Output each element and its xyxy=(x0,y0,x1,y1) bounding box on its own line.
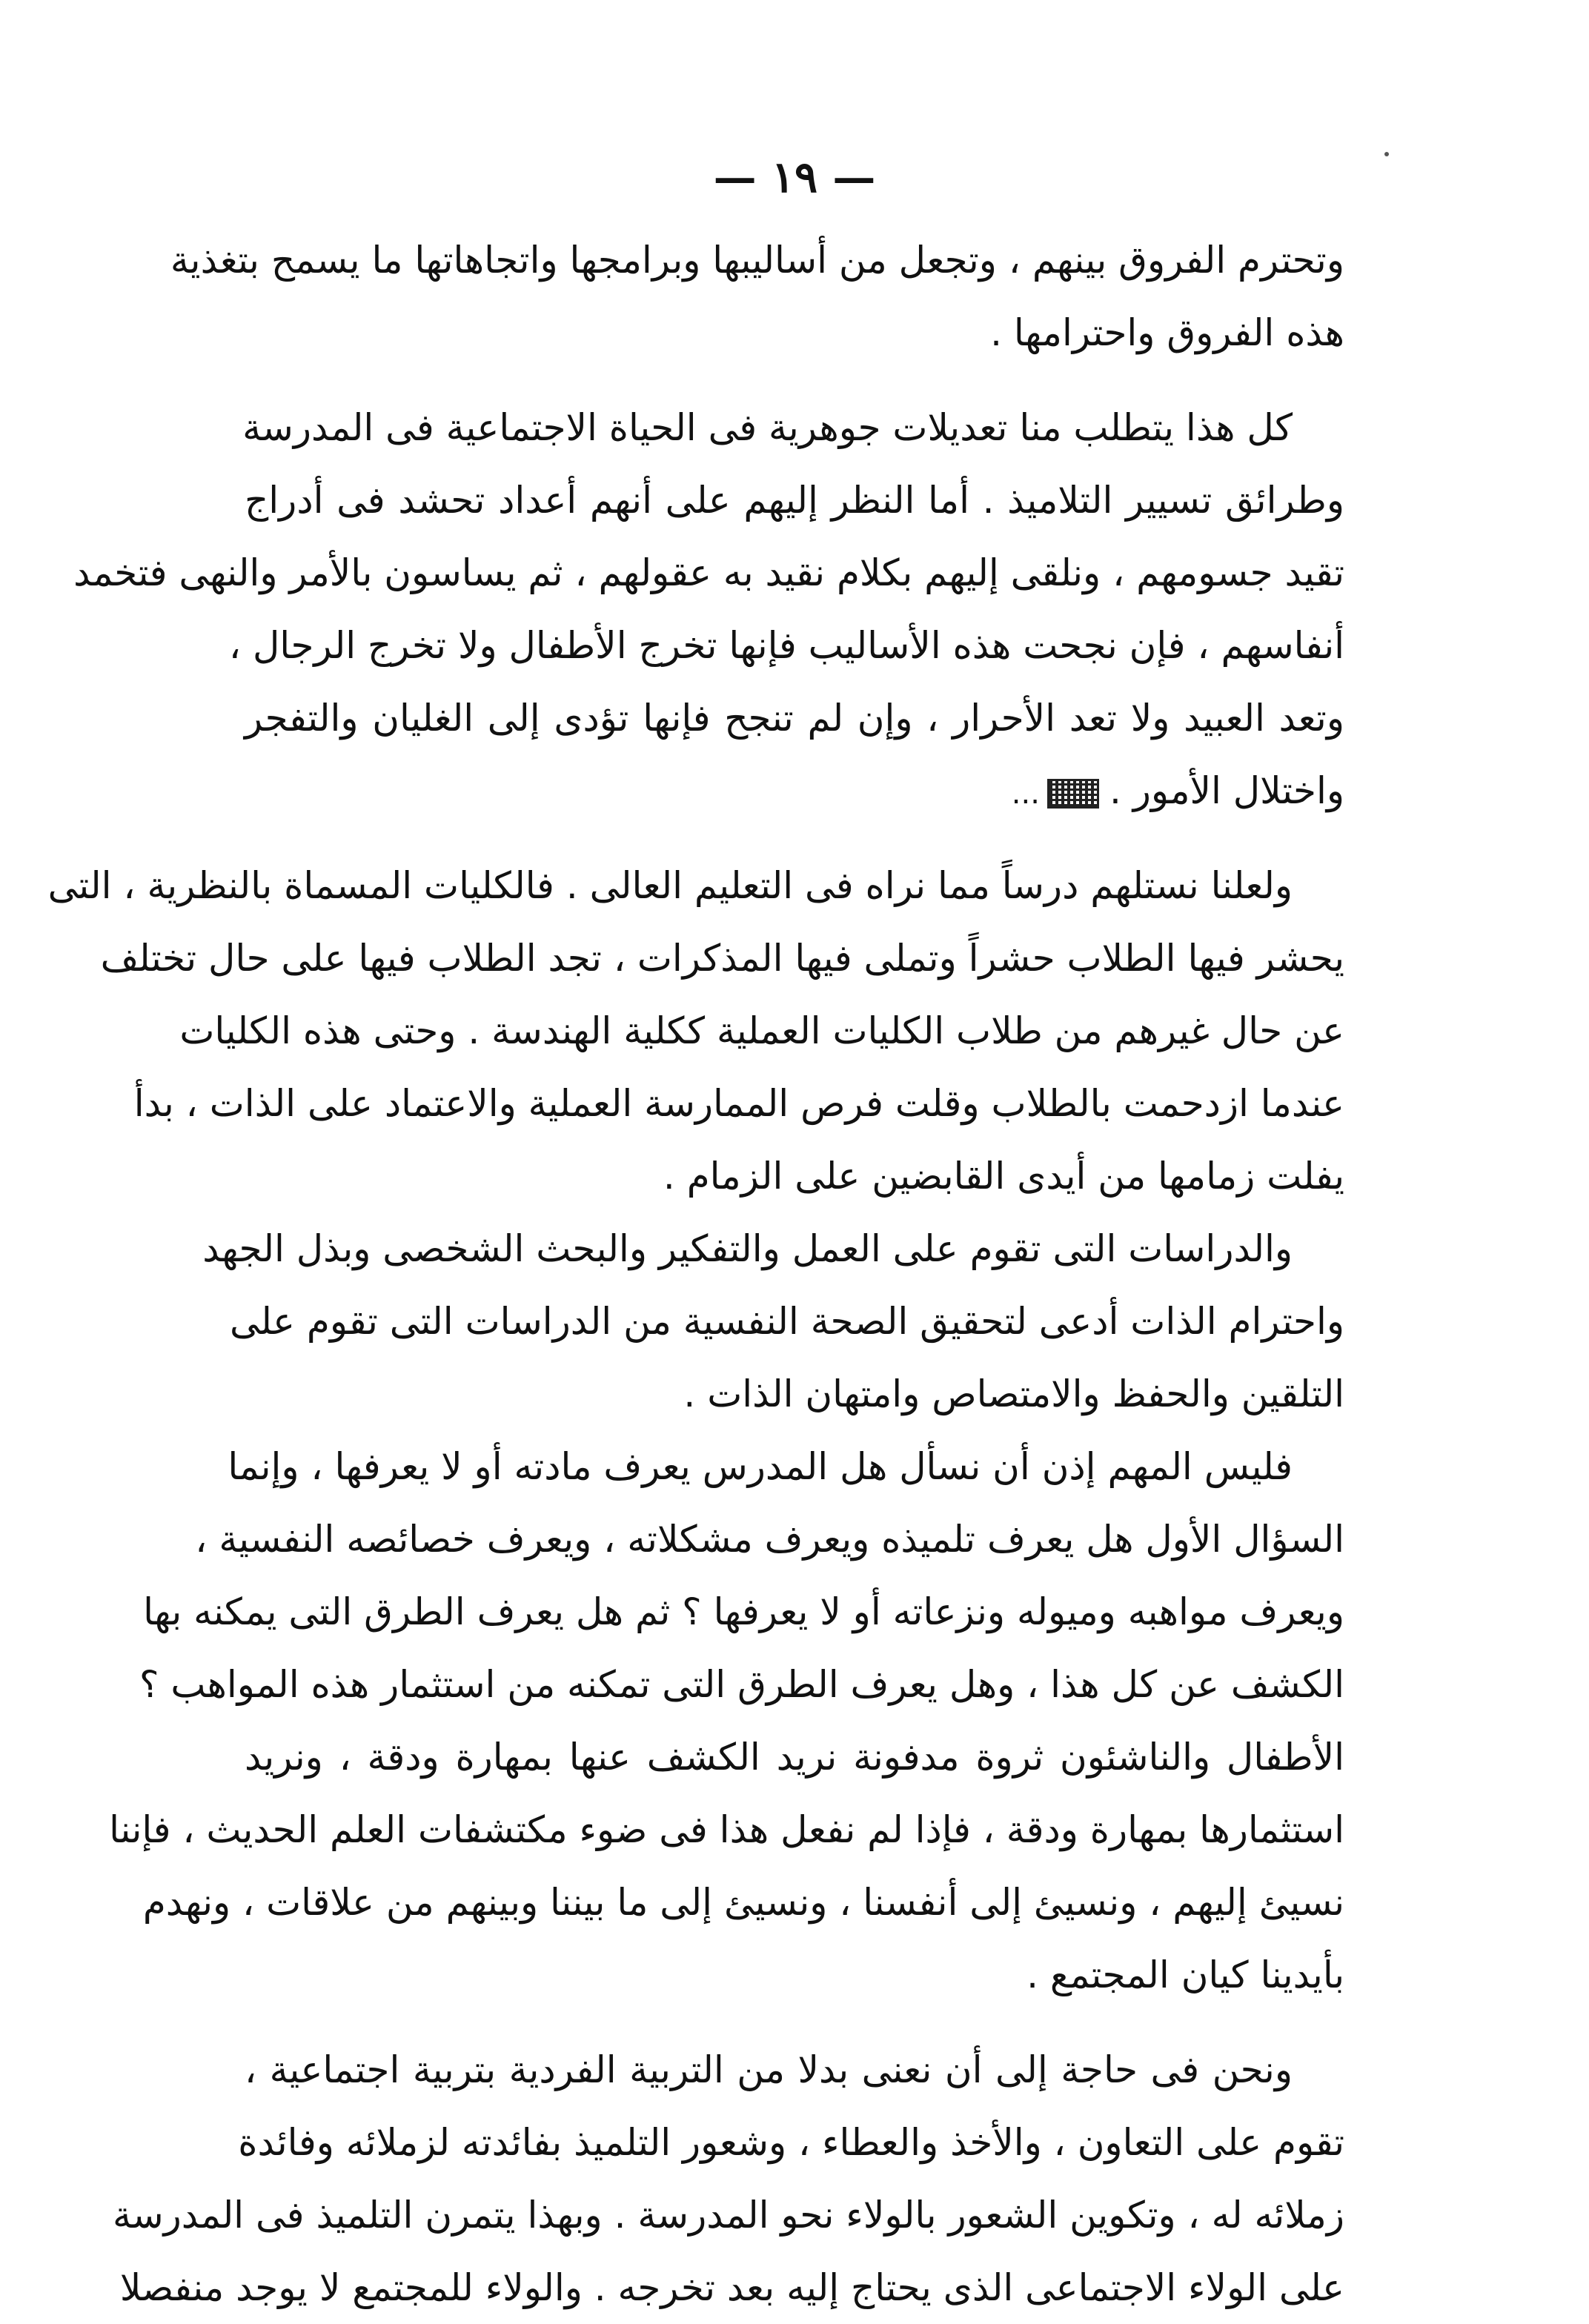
text-line: ولعلنا نستلهم درساً مما نراه فى التعليم العالى . فالكليات المسماة بالنظرية ، التى xyxy=(47,864,1293,907)
text-line: التلقين والحفظ والامتصاص وامتهان الذات . xyxy=(683,1372,1344,1415)
text-line: بأيدينا كيان المجتمع . xyxy=(1026,1953,1344,1996)
paragraph-4 xyxy=(202,1212,1344,1430)
text-line: نسيئ إليهم ، ونسيئ إلى أنفسنا ، ونسيئ إلى ما بيننا وبينهم من علاقات ، ونهدم xyxy=(142,1881,1344,1924)
text-line: تقوم على التعاون ، والأخذ والعطاء ، وشعور التلميذ بفائدته لزملائه وفائدة xyxy=(238,2121,1344,2164)
text-line: على الولاء الاجتماعى الذى يحتاج إليه بعد تخرجه . والولاء للمجتمع لا يوجد منفصلا xyxy=(119,2266,1344,2309)
body-text xyxy=(47,224,1344,2324)
text-line: واحترام الذات أدعى لتحقيق الصحة النفسية من الدراسات التى تقوم على xyxy=(229,1300,1344,1343)
text-line: يفلت زمامها من أيدى القابضين على الزمام . xyxy=(663,1155,1344,1198)
text-line-with-ornament xyxy=(245,754,1344,827)
paragraph-5 xyxy=(109,1430,1344,2011)
paragraph-6 xyxy=(112,2034,1344,2324)
text-line: وطرائق تسيير التلاميذ . أما النظر إليهم على أنهم أعداد تحشد فى أدراج xyxy=(245,479,1344,522)
paragraph-2 xyxy=(73,391,1344,827)
text-line: السؤال الأول هل يعرف تلميذه ويعرف مشكلاته ، ويعرف خصائصه النفسية ، xyxy=(195,1518,1344,1561)
text-line: وتحترم الفروق بينهم ، وتجعل من أساليبها وبرامجها واتجاهاتها ما يسمح بتغذية xyxy=(170,239,1344,282)
ornament-dots: ... xyxy=(1011,776,1040,811)
printer-ornament-icon xyxy=(1047,779,1099,809)
text-line: يحشر فيها الطلاب حشراً وتملى فيها المذكرات ، تجد الطلاب فيها على حال تختلف xyxy=(100,937,1344,980)
paragraph-3 xyxy=(47,849,1344,1212)
text-line: كل هذا يتطلب منا تعديلات جوهرية فى الحياة الاجتماعية فى المدرسة xyxy=(242,406,1293,449)
paragraph-1 xyxy=(170,224,1344,369)
text-line: وتعد العبيد ولا تعد الأحرار ، وإن لم تنجح فإنها تؤدى إلى الغليان والتفجر xyxy=(245,697,1344,740)
text-line: عن حال غيرهم من طلاب الكليات العملية ككلية الهندسة . وحتى هذه الكليات xyxy=(179,1009,1344,1052)
text-line: والدراسات التى تقوم على العمل والتفكير والبحث الشخصى وبذل الجهد xyxy=(202,1227,1293,1270)
text-line: ويعرف مواهبه وميوله ونزعاته أو لا يعرفها ؟ ثم هل يعرف الطرق التى يمكنه بها xyxy=(143,1590,1344,1633)
text-line: زملائه له ، وتكوين الشعور بالولاء نحو المدرسة . وبهذا يتمرن التلميذ فى المدرسة xyxy=(112,2194,1344,2237)
text-line: أنفاسهم ، فإن نجحت هذه الأساليب فإنها تخرج الأطفال ولا تخرج الرجال ، xyxy=(228,624,1344,667)
page-number: — ١٩ — xyxy=(713,152,876,202)
text-line: واختلال الأمور . xyxy=(1109,769,1344,812)
text-line: عندما ازدحمت بالطلاب وقلت فرص الممارسة العملية والاعتماد على الذات ، بدأ xyxy=(133,1082,1344,1125)
text-line: الكشف عن كل هذا ، وهل يعرف الطرق التى تمكنه من استثمار هذه المواهب ؟ xyxy=(139,1663,1344,1706)
text-line: تقيد جسومهم ، ونلقى إليهم بكلام نقيد به عقولهم ، ثم يساسون بالأمر والنهى فتخمد xyxy=(73,551,1344,594)
text-line: الأطفال والناشئون ثروة مدفونة نريد الكشف عنها بمهارة ودقة ، ونريد xyxy=(245,1736,1344,1779)
text-line: ونحن فى حاجة إلى أن نعنى بدلا من التربية الفردية بتربية اجتماعية ، xyxy=(245,2048,1293,2091)
text-line: استثمارها بمهارة ودقة ، فإذا لم نفعل هذا فى ضوء مكتشفات العلم الحديث ، فإننا xyxy=(109,1808,1344,1851)
text-line: فليس المهم إذن أن نسأل هل المدرس يعرف مادته أو لا يعرفها ، وإنما xyxy=(228,1445,1293,1488)
text-line: هذه الفروق واحترامها . xyxy=(990,311,1344,354)
